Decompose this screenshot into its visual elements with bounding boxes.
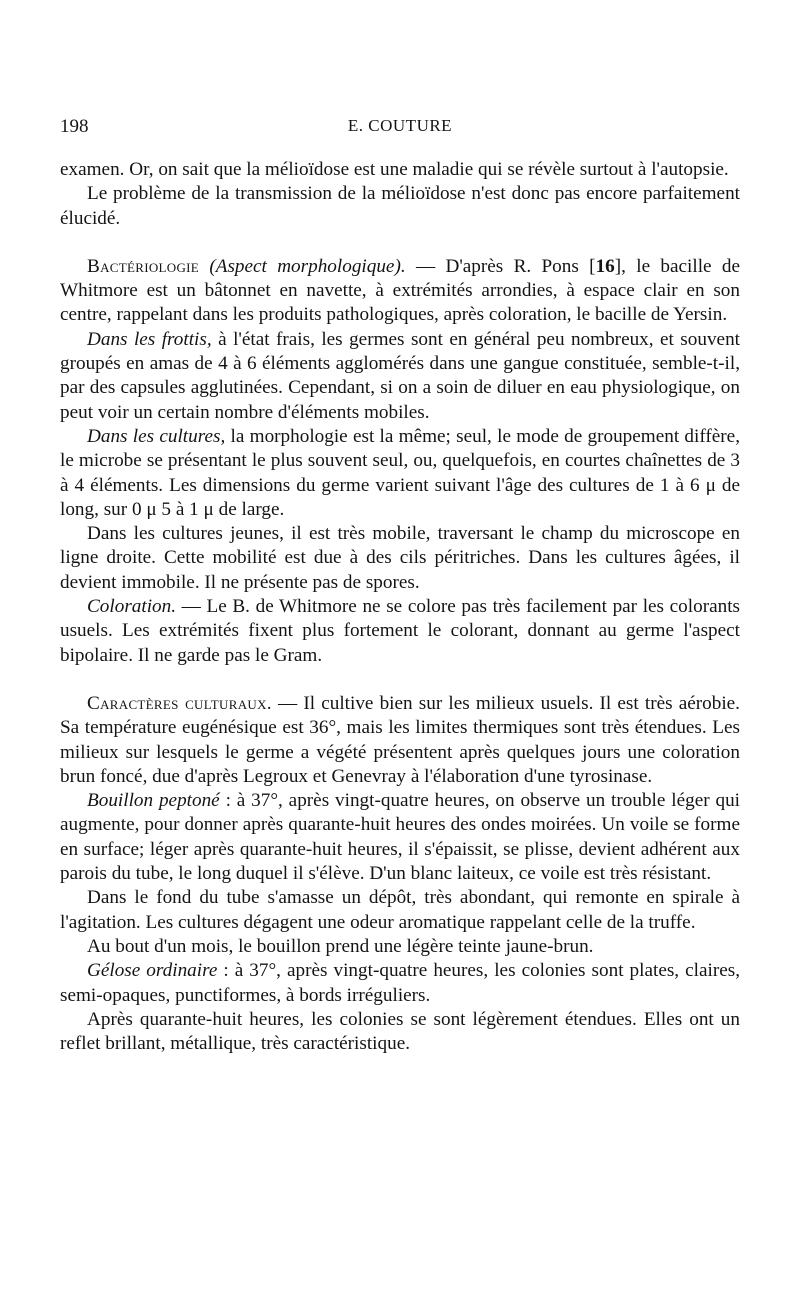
paragraph: examen. Or, on sait que la mélioïdose est une maladie qui se révèle surtout à l'autopsie. <box>60 159 729 180</box>
paragraph-text: ], le bacille de Whitmore est un bâtonnet en navette, à extrémités arrondies, à espace clair en son centre, rappelant dans les produits pathologiques, après coloration, le bacille de Yersin. <box>60 255 740 326</box>
paragraph-lead: Coloration. <box>87 596 177 618</box>
body-text <box>60 158 740 1056</box>
paragraph <box>60 425 740 522</box>
running-head: E. COUTURE <box>347 116 453 135</box>
paragraph-text: à l'état frais, les germes sont en général peu nombreux, et souvent groupés en amas de 4 à 6 éléments agglomérés dans une gangue constituée, semble-t-il, par des capsules agglutinées. Cependant, si on a soin de diluer en eau physiologique, on peut voir un certain nombre d'éléments mobiles. <box>60 328 740 423</box>
paragraph-lead: Dans les frottis, <box>87 328 212 350</box>
paragraph: Au bout d'un mois, le bouillon prend une légère teinte jaune-brun. <box>87 935 594 957</box>
paragraph: Dans le fond du tube s'amasse un dépôt, très abondant, qui remonte en spirale à l'agitation. Les cultures dégagent une odeur aromatique rappelant celle de la truffe. <box>60 887 740 933</box>
paragraph-text: — Il cultive bien sur les milieux usuels. Il est très aérobie. Sa température eugénésique est 36°, mais les limites thermiques sont très étendues. Les milieux sur lesquels le germe a végété présentent après quelques jours une coloration brun foncé, due d'après Legroux et Genevray à l'élaboration d'une tyrosinase. <box>60 692 740 787</box>
paragraph-bacteriologie <box>60 255 740 328</box>
section-subheading: (Aspect morphologique). <box>209 255 406 277</box>
paragraph-lead: Dans les cultures, <box>87 425 226 447</box>
paragraph <box>60 959 740 1008</box>
paragraph-text: la morphologie est la même; seul, le mode de groupement diffère, le microbe se présentant le plus souvent seul, ou, quelquefois, en courtes chaînettes de 3 à 4 éléments. Les dimensions du germe varient suivant l'âge des cultures de 1 à 6 μ de long, sur 0 μ 5 à 1 μ de large. <box>60 425 740 520</box>
paragraph-text: : à 37°, après vingt-quatre heures, les colonies sont plates, claires, semi-opaques, punctiformes, à bords irréguliers. <box>60 960 740 1006</box>
paragraph-caracteres-culturaux <box>60 692 740 789</box>
paragraph-text: — D'après R. Pons [ <box>405 255 596 277</box>
paragraph <box>60 595 740 668</box>
paragraph <box>60 328 740 425</box>
section-heading: Caractères culturaux. <box>87 692 272 714</box>
paragraph-text: — Le B. de Whitmore ne se colore pas très facilement par les colorants usuels. Les extrémités fixent plus fortement le colorant, donnant au germe l'aspect bipolaire. Il ne garde pas le Gram. <box>60 596 740 666</box>
paragraph-text: : à 37°, après vingt-quatre heures, on observe un trouble léger qui augmente, pour donner après quarante-huit heures des ondes moirées. Un voile se forme en surface; léger après quarante-huit heures, il s'épaissit, se plisse, devient adhérent aux parois du tube, le long duquel il s'élève. D'un blanc laiteux, ce voile est très résistant. <box>60 790 740 885</box>
reference-number: 16 <box>595 255 615 277</box>
section-gap <box>60 668 740 692</box>
page-header <box>60 116 740 140</box>
paragraph-lead: Gélose ordinaire <box>87 960 218 982</box>
paragraph <box>60 789 740 886</box>
paragraph: Après quarante-huit heures, les colonies se sont légèrement étendues. Elles ont un reflet brillant, métallique, très caractéristique. <box>60 1008 740 1055</box>
paragraph-lead: Bouillon peptoné <box>87 790 220 812</box>
section-heading: Bactériologie <box>87 255 200 277</box>
paragraph: Le problème de la transmission de la mélioïdose n'est donc pas encore parfaitement élucidé. <box>60 183 740 229</box>
page-number: 198 <box>60 116 89 137</box>
paragraph: Dans les cultures jeunes, il est très mobile, traversant le champ du microscope en ligne droite. Cette mobilité est due à des cils péritriches. Dans les cultures âgées, il devient immobile. Il ne présente pas de spores. <box>60 523 740 593</box>
section-gap <box>60 231 740 255</box>
